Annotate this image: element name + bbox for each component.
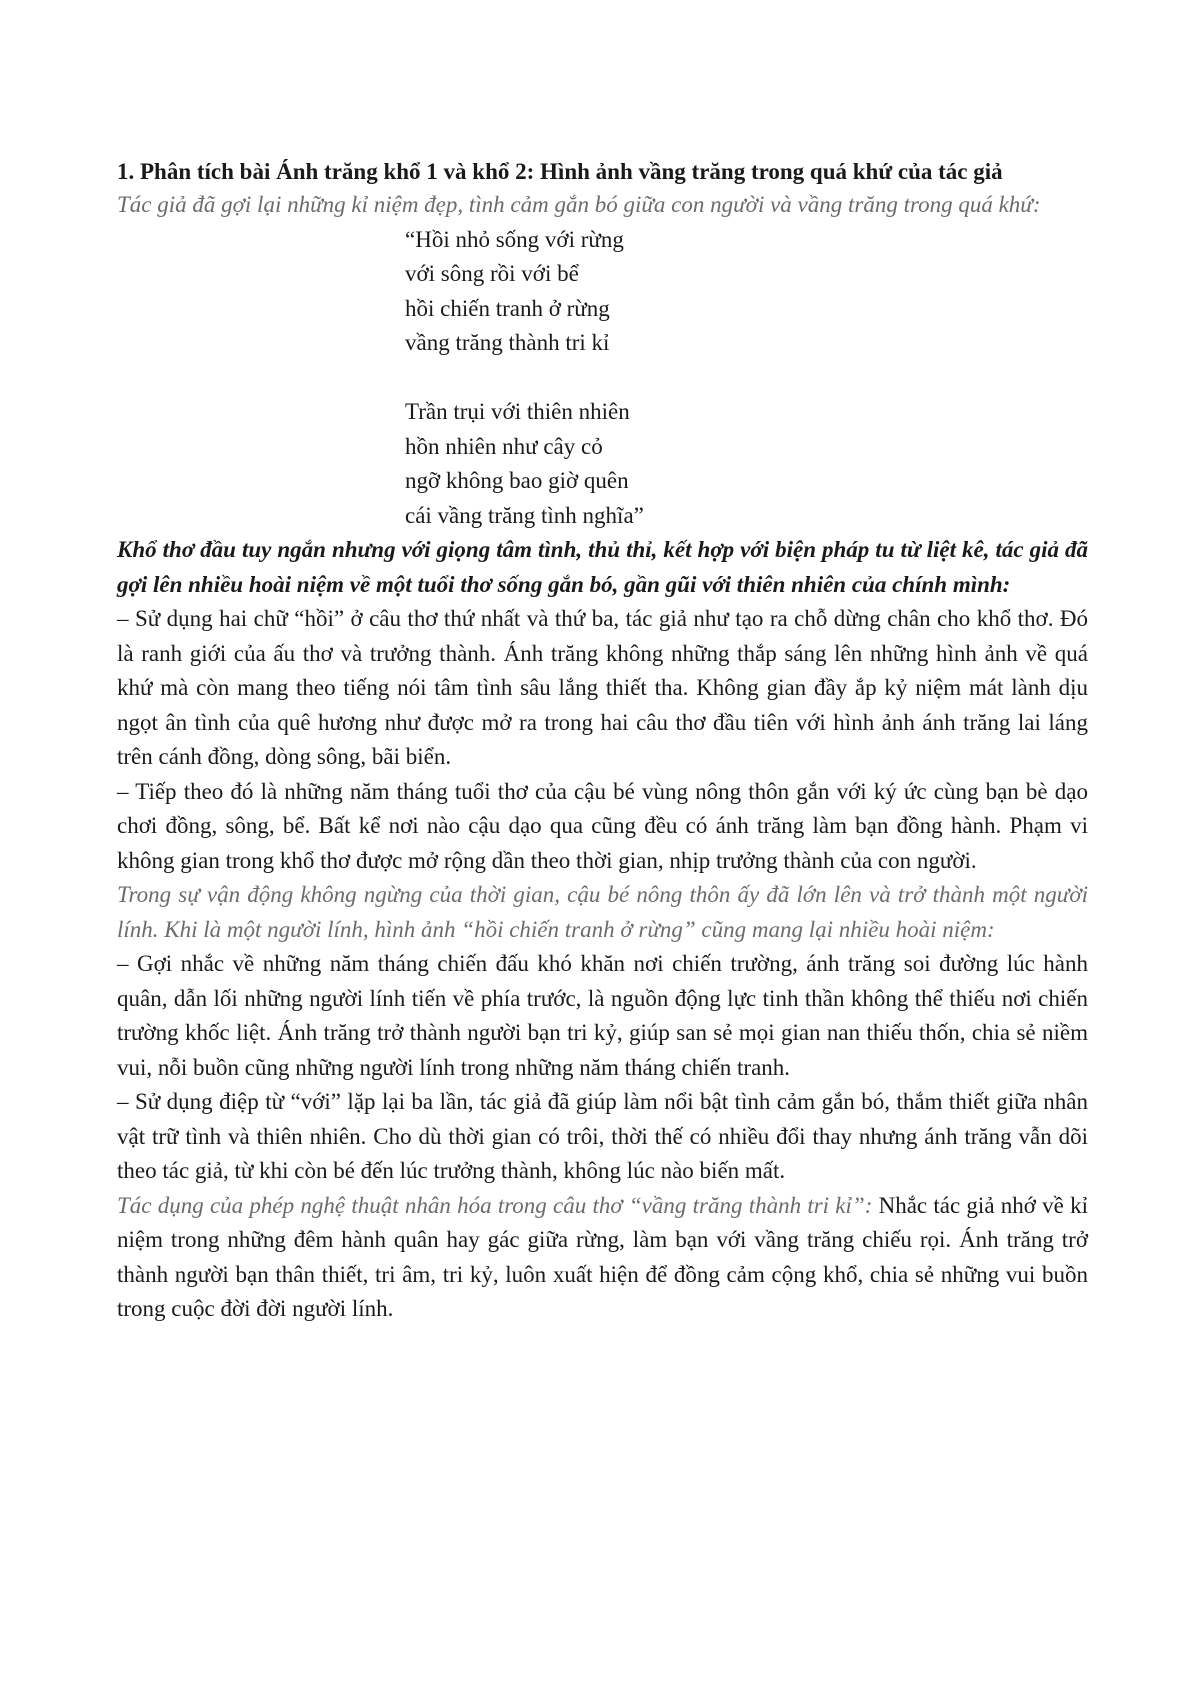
closing-italic-lead: Tác dụng của phép nghệ thuật nhân hóa trong câu thơ “vầng trăng thành tri kỉ”: xyxy=(117,1192,873,1218)
body-paragraph-4: – Sử dụng điệp từ “với” lặp lại ba lần, tác giả đã giúp làm nổi bật tình cảm gắn bó, thắm thiết giữa nhân vật trữ tình và thiên nhiên. Cho dù thời gian có trôi, thời thế có nhiều đổi thay nhưng ánh trăng vẫn dõi theo tác giả, từ khi còn bé đến lúc trưởng thành, không lúc nào biến mất. xyxy=(117,1089,1088,1183)
poem-line: với sông rồi với bể xyxy=(405,261,579,286)
poem-line: Trần trụi với thiên nhiên xyxy=(405,399,630,424)
poem-line: “Hồi nhỏ sống với rừng xyxy=(405,226,624,252)
poem-line: vầng trăng thành tri kỉ xyxy=(405,330,610,355)
poem-line: hồn nhiên như cây cỏ xyxy=(405,433,603,459)
closing-paragraph xyxy=(117,1189,1088,1327)
section-heading: 1. Phân tích bài Ánh trăng khổ 1 và khổ 2: Hình ảnh vầng trăng trong quá khứ của tác giả xyxy=(117,159,1003,184)
body-paragraph-1: – Sử dụng hai chữ “hồi” ở câu thơ thứ nhất và thứ ba, tác giả như tạo ra chỗ dừng chân cho khổ thơ. Đó là ranh giới của ấu thơ và trưởng thành. Ánh trăng không những thắp sáng lên những hình ảnh về quá khứ mà còn mang theo tiếng nói tâm tình sâu lắng thiết tha. Không gian đầy ắp kỷ niệm mát lành dịu ngọt ân tình của quê hương như được mở ra trong hai câu thơ đầu tiên với hình ảnh ánh trăng lai láng trên cánh đồng, dòng sông, bãi biển. xyxy=(117,606,1088,769)
lead-paragraph: Khổ thơ đầu tuy ngắn nhưng với giọng tâm tình, thủ thỉ, kết hợp với biện pháp tu từ liệt kê, tác giả đã gợi lên nhiều hoài niệm về một tuổi thơ sống gắn bó, gần gũi với thiên nhiên của chính mình: xyxy=(117,537,1088,597)
body-paragraph-2: – Tiếp theo đó là những năm tháng tuổi thơ của cậu bé vùng nông thôn gắn với ký ức cùng bạn bè dạo chơi đồng, sông, bể. Bất kể nơi nào cậu dạo qua cũng đều có ánh trăng làm bạn đồng hành. Phạm vi không gian trong khổ thơ được mở rộng dần theo thời gian, nhịp trưởng thành của con người. xyxy=(117,778,1088,873)
transition-paragraph: Trong sự vận động không ngừng của thời gian, cậu bé nông thôn ấy đã lớn lên và trở thành một người lính. Khi là một người lính, hình ảnh “hồi chiến tranh ở rừng” cũng mang lại nhiều hoài niệm: xyxy=(117,882,1088,942)
poem-excerpt xyxy=(405,223,1088,534)
intro-paragraph: Tác giả đã gợi lại những kỉ niệm đẹp, tình cảm gắn bó giữa con người và vầng trăng trong quá khứ: xyxy=(117,192,1041,217)
poem-line: cái vầng trăng tình nghĩa” xyxy=(405,502,644,528)
poem-line: ngỡ không bao giờ quên xyxy=(405,468,629,493)
closing-text: Nhắc tác giả nhớ về kỉ niệm trong những đêm hành quân hay gác giữa rừng, làm bạn với vầng trăng chiếu rọi. Ánh trăng trở thành người bạn thân thiết, tri âm, tri kỷ, luôn xuất hiện để đồng cảm cộng khổ, chia sẻ những vui buồn trong cuộc đời đời người lính. xyxy=(117,1192,1089,1321)
body-paragraph-3: – Gợi nhắc về những năm tháng chiến đấu khó khăn nơi chiến trường, ánh trăng soi đường lúc hành quân, dẫn lối những người lính tiến về phía trước, là nguồn động lực tinh thần không thể thiếu nơi chiến trường khốc liệt. Ánh trăng trở thành người bạn tri kỷ, giúp san sẻ mọi gian nan thiếu thốn, chia sẻ niềm vui, nỗi buồn cũng những người lính trong những năm tháng chiến tranh. xyxy=(117,951,1088,1080)
stanza-break xyxy=(405,361,1088,396)
poem-line: hồi chiến tranh ở rừng xyxy=(405,295,610,321)
